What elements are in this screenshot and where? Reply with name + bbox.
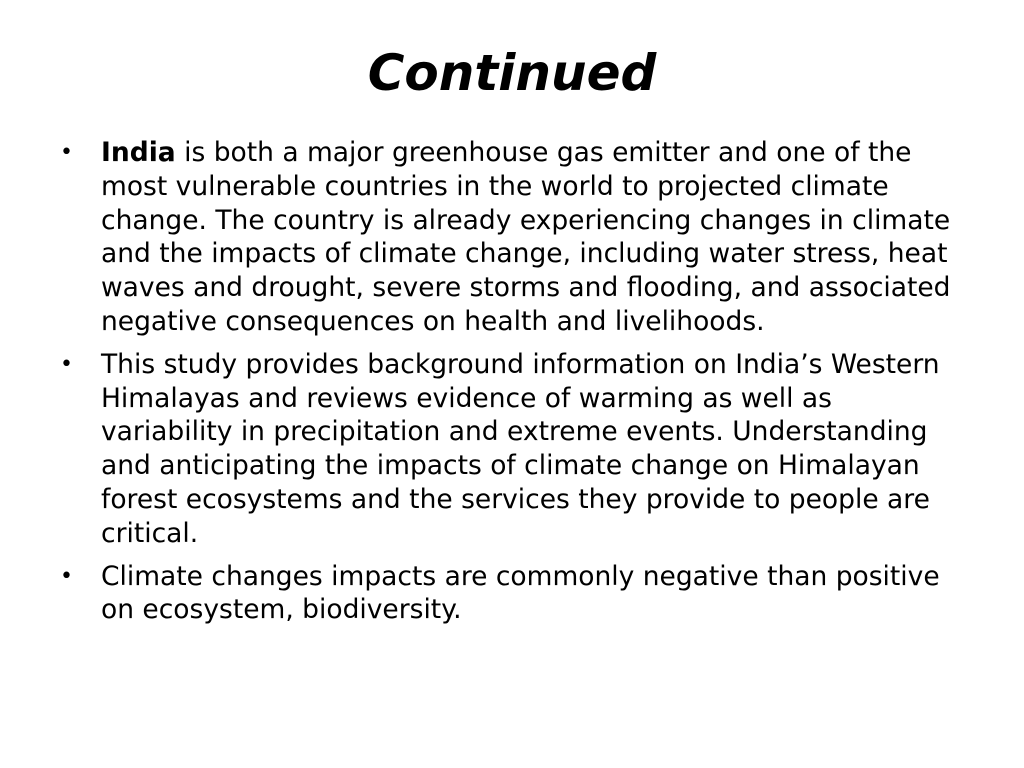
bullet-lead-word: India	[101, 137, 176, 168]
bullet-text: Climate changes impacts are commonly negative than positive on ecosystem, biodiversity.	[101, 560, 940, 626]
bullet-item-impacts	[58, 560, 958, 628]
bullet-icon: •	[60, 351, 73, 377]
slide-title: Continued	[367, 44, 657, 102]
bullet-item-india	[58, 136, 958, 339]
bullet-item-study	[58, 348, 958, 551]
bullet-text	[101, 137, 951, 337]
bullet-list	[58, 136, 958, 636]
bullet-icon: •	[60, 563, 73, 589]
bullet-text: This study provides background information on India’s Western Himalayas and reviews evidence of warming as well as variability in precipitation and extreme events. Understanding and anticipating the impacts of climate change on Himalayan forest ecosystems and the services they provide to people are critical.	[101, 348, 940, 549]
bullet-icon: •	[60, 140, 73, 165]
bullet-body: is both a major greenhouse gas emitter and one of the most vulnerable countries in the world to projected climate change. The country is already experiencing changes in climate and the impacts of climate change, including water stress, heat waves and drought, severe storms and flooding, and associated negative consequences on health and livelihoods.	[101, 137, 951, 337]
